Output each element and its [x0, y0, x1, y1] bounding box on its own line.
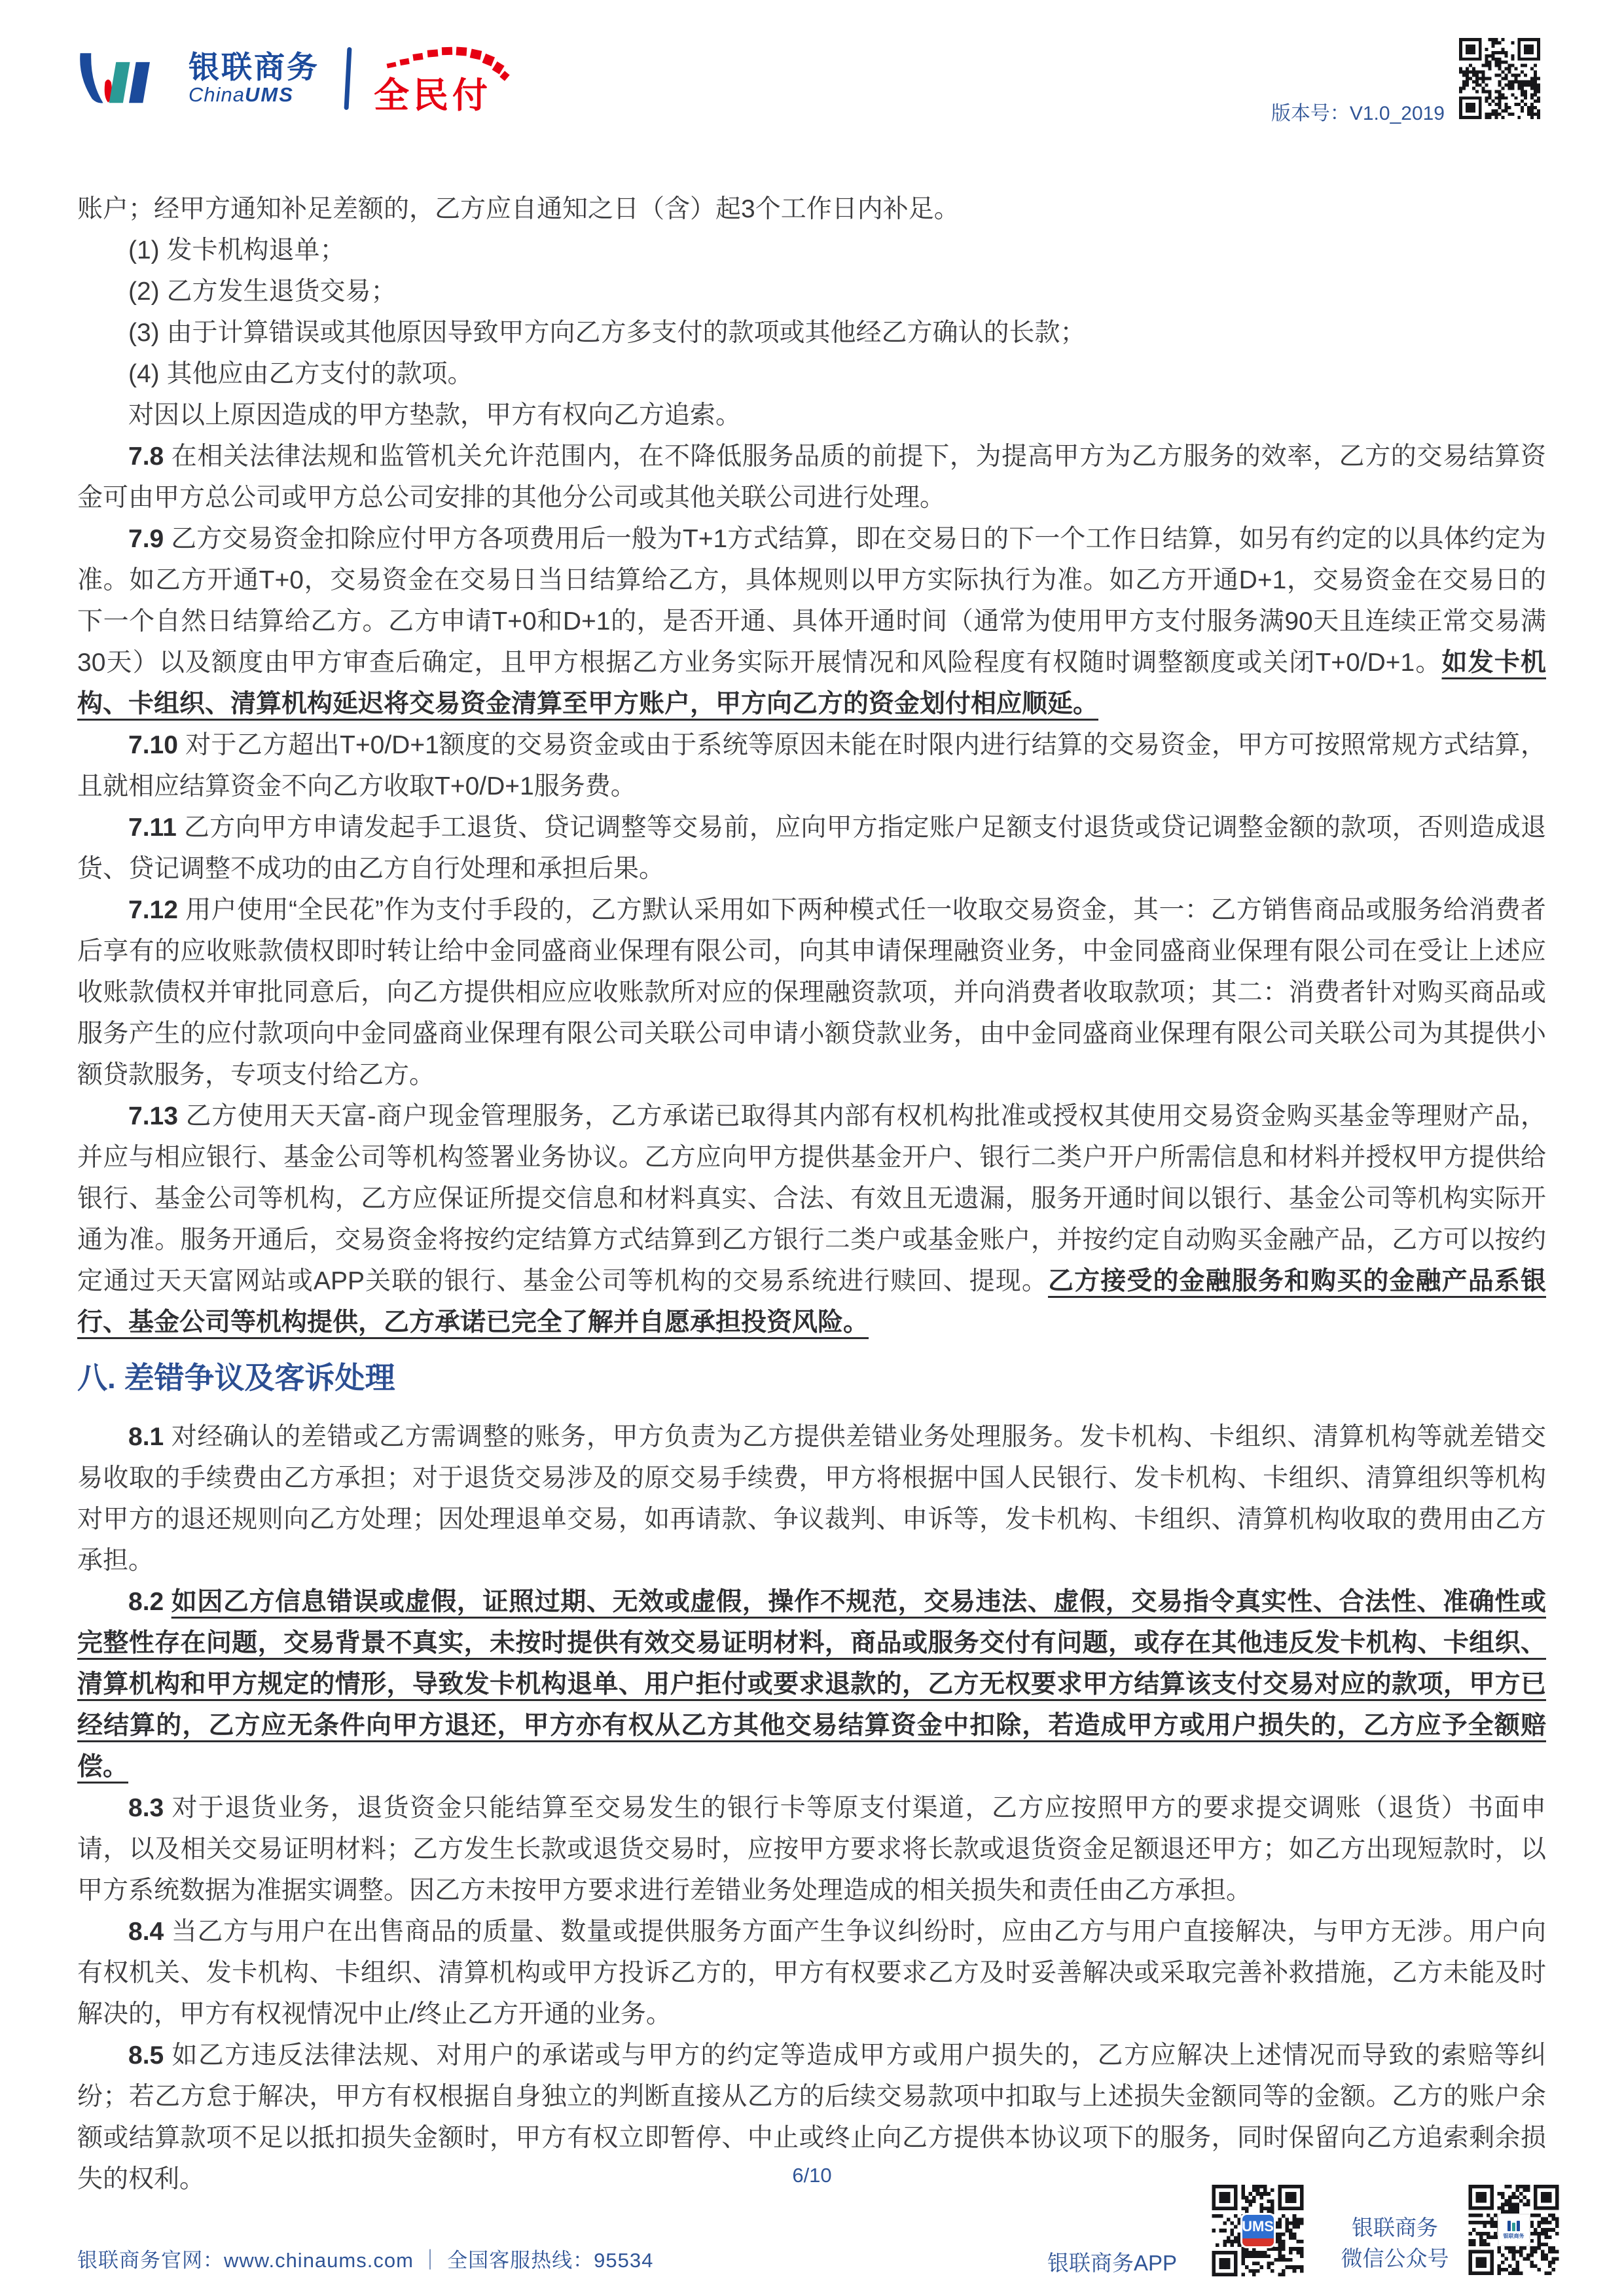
- brand-name-en: ChinaUMS: [189, 83, 294, 106]
- quanminfu-logo: [374, 43, 513, 114]
- paragraph: 对因以上原因造成的甲方垫款，甲方有权向乙方追索。: [128, 401, 742, 429]
- app-qr-code: [1212, 2185, 1304, 2276]
- paragraph: 7.10 对于乙方超出T+0/D+1额度的交易资金或由于系统等原因未能在时限内进行结算的交易资金，甲方可按照常规方式结算，且就相应结算资金不向乙方收取T+0/D+1服务费。: [77, 731, 1546, 800]
- paragraph: 7.9 乙方交易资金扣除应付甲方各项费用后一般为T+1方式结算，即在交易日的下一个工作日结算，如另有约定的以具体约定为准。如乙方开通T+0，交易资金在交易日当日结算给乙方，具体规则以甲方实际执行为准。如乙方开通D+1，交易资金在交易日的下一个自然日结算给乙方。乙方申请T+0和D+1的，是否开通、具体开通时间（通常为使用甲方支付服务满90天且连续正常交易满30天）以及额度由甲方审查后确定，且甲方根据乙方业务实际开展情况和风险程度有权随时调整额度或关闭T+0/D+1。如发卡机构、卡组织、清算机构延迟将交易资金清算至甲方账户，甲方向乙方的资金划付相应顺延。: [77, 525, 1546, 718]
- header: [77, 43, 513, 114]
- paragraph: (4) 其他应由乙方支付的款项。: [128, 360, 473, 388]
- logo-divider: [344, 47, 352, 110]
- footer-contact-info: 银联商务官网：www.chinaums.com ｜ 全国客服热线：95534: [77, 2249, 654, 2272]
- wechat-qr-label: 银联商务 微信公众号: [1341, 2215, 1449, 2270]
- section-heading: 八. 差错争议及客诉处理: [77, 1361, 395, 1395]
- app-qr-label: 银联商务APP: [1047, 2251, 1178, 2275]
- paragraph: 8.5 如乙方违反法律法规、对用户的承诺或与甲方的约定等造成甲方或用户损失的，乙方应解决上述情况而导致的索赔等纠纷；若乙方怠于解决，甲方有权根据自身独立的判断直接从乙方的后续交易款项中扣取与上述损失金额同等的金额。乙方的账户余额或结算款项不足以抵扣损失金额时，甲方有权立即暂停、中止或终止向乙方提供本协议项下的服务，同时保留向乙方追索剩余损失的权利。: [77, 2041, 1546, 2193]
- paragraph: 账户；经甲方通知补足差额的，乙方应自通知之日（含）起3个工作日内补足。: [77, 195, 960, 223]
- page-number: 6/10: [792, 2164, 832, 2187]
- header-qr-code: [1459, 38, 1540, 119]
- product-name: 全民付: [374, 76, 492, 115]
- document-body: [77, 188, 1546, 2200]
- paragraph: 8.2 如因乙方信息错误或虚假，证照过期、无效或虚假，操作不规范，交易违法、虚假，交易指令真实性、合法性、准确性或完整性存在问题，交易背景不真实，未按时提供有效交易证明材料，商品或服务交付有问题，或存在其他违反发卡机构、卡组织、清算机构和甲方规定的情形，导致发卡机构退单、用户拒付或要求退款的，乙方无权要求甲方结算该支付交易对应的款项，甲方已经结算的，乙方应无条件向甲方退还，甲方亦有权从乙方其他交易结算资金中扣除，若造成甲方或用户损失的，乙方应予全额赔偿。: [77, 1588, 1546, 1781]
- chinaums-mini-logo-icon: 银联商务: [1498, 2214, 1530, 2246]
- wechat-qr-code: [1468, 2185, 1559, 2275]
- paragraph: 8.3 对于退货业务，退货资金只能结算至交易发生的银行卡等原支付渠道，乙方应按照甲方的要求提交调账（退货）书面申请，以及相关交易证明材料；乙方发生长款或退货交易时，应按甲方要求将长款或退货资金足额退还甲方；如乙方出现短款时，以甲方系统数据为准据实调整。因乙方未按甲方要求进行差错业务处理造成的相关损失和责任由乙方承担。: [77, 1794, 1546, 1905]
- chinaums-logo-icon: [77, 51, 177, 106]
- paragraph: (2) 乙方发生退货交易；: [128, 278, 397, 306]
- version-label: 版本号：V1.0_2019: [1271, 103, 1445, 124]
- paragraph: 8.1 对经确认的差错或乙方需调整的账务，甲方负责为乙方提供差错业务处理服务。发卡机构、卡组织、清算机构等就差错交易收取的手续费由乙方承担；对于退货交易涉及的原交易手续费，甲方将根据中国人民银行、发卡机构、卡组织、清算组织等机构对甲方的退还规则向乙方处理；因处理退单交易，如再请款、争议裁判、申诉等，发卡机构、卡组织、清算机构收取的费用由乙方承担。: [77, 1423, 1546, 1575]
- paragraph: 7.13 乙方使用天天富-商户现金管理服务，乙方承诺已取得其内部有权机构批准或授权其使用交易资金购买基金等理财产品，并应与相应银行、基金公司等机构签署业务协议。乙方应向甲方提供基金开户、银行二类户开户所需信息和材料并授权甲方提供给银行、基金公司等机构，乙方应保证所提交信息和材料真实、合法、有效且无遗漏，服务开通时间以银行、基金公司等机构实际开通为准。服务开通后，交易资金将按约定结算方式结算到乙方银行二类户或基金账户，并按约定自动购买金融产品，乙方可以按约定通过天天富网站或APP关联的银行、基金公司等机构的交易系统进行赎回、提现。乙方接受的金融服务和购买的金融产品系银行、基金公司等机构提供，乙方承诺已完全了解并自愿承担投资风险。: [77, 1102, 1546, 1336]
- paragraph: (1) 发卡机构退单；: [128, 236, 346, 264]
- paragraph: 7.12 用户使用“全民花”作为支付手段的，乙方默认采用如下两种模式任一收取交易资金，其一：乙方销售商品或服务给消费者后享有的应收账款债权即时转让给中金同盛商业保理有限公司，向其申请保理融资业务，中金同盛商业保理有限公司在受让上述应收账款债权并审批同意后，向乙方提供相应应收账款所对应的保理融资款项，并向消费者收取款项；其二：消费者针对购买商品或服务产生的应付款项向中金同盛商业保理有限公司关联公司申请小额贷款业务，由中金同盛商业保理有限公司关联公司为其提供小额贷款服务，专项支付给乙方。: [77, 896, 1546, 1089]
- paragraph: (3) 由于计算错误或其他原因导致甲方向乙方多支付的款项或其他经乙方确认的长款；: [128, 319, 1086, 347]
- paragraph: 7.8 在相关法律法规和监管机关允许范围内，在不降低服务品质的前提下，为提高甲方为乙方服务的效率，乙方的交易结算资金可由甲方总公司或甲方总公司安排的其他分公司或其他关联公司进行处理。: [77, 442, 1546, 512]
- paragraph: 8.4 当乙方与用户在出售商品的质量、数量或提供服务方面产生争议纠纷时，应由乙方与用户直接解决，与甲方无涉。用户向有权机关、发卡机构、卡组织、清算机构或甲方投诉乙方的，甲方有权要求乙方及时妥善解决或采取完善补救措施，乙方未能及时解决的，甲方有权视情况中止/终止乙方开通的业务。: [77, 1918, 1546, 2028]
- brand-name-cn: 银联商务: [189, 50, 319, 84]
- brand-text: [189, 51, 319, 106]
- paragraph: 7.11 乙方向甲方申请发起手工退货、贷记调整等交易前，应向甲方指定账户足额支付退货或贷记调整金额的款项，否则造成退货、贷记调整不成功的由乙方自行处理和承担后果。: [77, 814, 1546, 883]
- app-icon: UMS: [1240, 2213, 1276, 2248]
